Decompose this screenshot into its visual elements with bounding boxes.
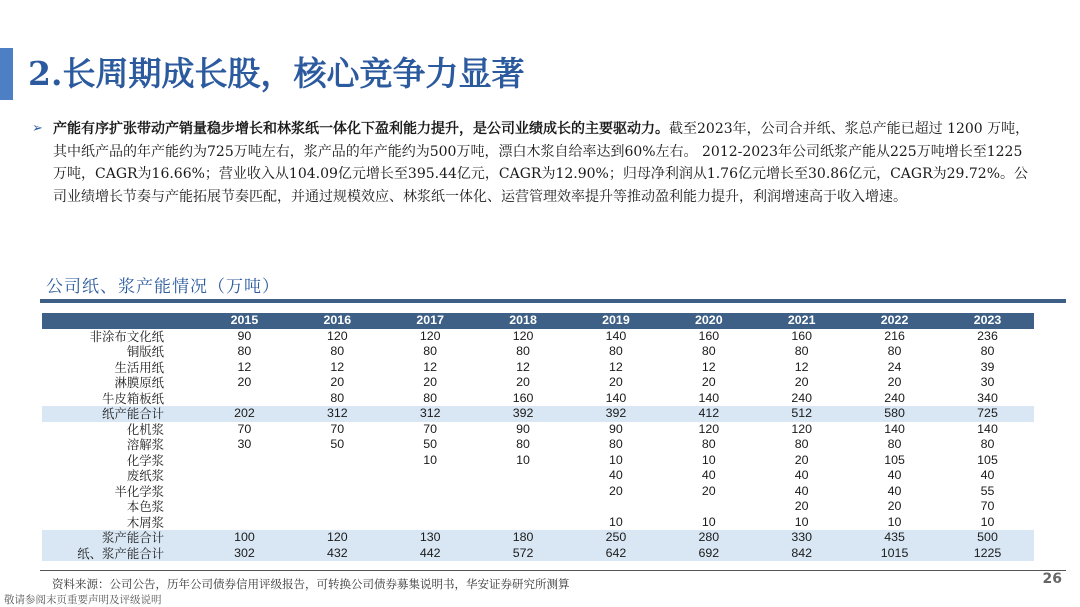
table-cell: 692 xyxy=(662,546,755,562)
table-cell: 302 xyxy=(198,546,291,562)
bullet-paragraph xyxy=(32,118,1033,208)
table-row xyxy=(42,329,1034,345)
table-cell: 120 xyxy=(326,328,348,343)
table-cell: 20 xyxy=(794,375,809,389)
header-year: 2018 xyxy=(477,313,570,329)
table-cell xyxy=(198,468,291,484)
table-row xyxy=(42,422,1034,438)
table-cell: 340 xyxy=(977,390,998,405)
header-year: 2021 xyxy=(755,313,848,329)
header-blank xyxy=(42,313,198,329)
table-cell: 240 xyxy=(884,390,905,405)
table-cell: 240 xyxy=(791,390,813,405)
table-cell: 12 xyxy=(423,359,438,374)
table-cell: 842 xyxy=(755,546,848,562)
table-row xyxy=(42,546,1034,562)
header-year: 2016 xyxy=(291,313,384,329)
bullet-arrow-icon: ➢ xyxy=(32,121,43,136)
table-cell: 160 xyxy=(791,328,813,343)
table-cell: 40 xyxy=(794,483,809,498)
header-year: 2019 xyxy=(570,313,663,329)
table-cell xyxy=(384,484,477,500)
table-cell: 432 xyxy=(291,546,384,562)
table-row xyxy=(42,499,1034,515)
table-cell: 80 xyxy=(794,344,809,358)
table-cell: 10 xyxy=(980,514,995,529)
table-cell: 90 xyxy=(237,328,252,343)
bullet-bold-lead: 产能有序扩张带动产销量稳步增长和林浆纸一体化下盈利能力提升，是公司业绩成长的主要驱动力。 xyxy=(53,121,669,137)
table-cell: 20 xyxy=(701,483,716,498)
table-cell: 80 xyxy=(237,344,252,358)
row-label: 纸产能合计 xyxy=(42,406,198,422)
table-cell xyxy=(198,453,291,469)
row-label: 化机浆 xyxy=(126,421,164,437)
row-label: 废纸浆 xyxy=(126,468,164,483)
row-label: 溶解浆 xyxy=(126,437,164,452)
table-cell: 70 xyxy=(330,421,345,436)
table-cell: 330 xyxy=(755,530,848,546)
table-cell: 10 xyxy=(516,452,530,467)
table-cell: 140 xyxy=(605,390,627,405)
header-year: 2017 xyxy=(384,313,477,329)
table-cell: 120 xyxy=(698,421,720,436)
table-cell: 80 xyxy=(516,344,530,358)
table-cell: 39 xyxy=(980,359,995,374)
table-cell: 160 xyxy=(512,390,534,405)
table-cell xyxy=(198,484,291,500)
table-cell: 40 xyxy=(887,483,902,498)
table-cell: 10 xyxy=(423,452,438,467)
row-label: 淋膜原纸 xyxy=(114,375,164,390)
table-row xyxy=(42,484,1034,500)
table-cell: 312 xyxy=(384,406,477,422)
row-label: 木屑浆 xyxy=(126,514,164,530)
table-cell: 20 xyxy=(609,483,623,498)
disclaimer-note: 敬请参阅末页重要声明及评级说明 xyxy=(4,594,162,606)
table-row xyxy=(42,344,1034,360)
table-cell: 160 xyxy=(698,328,720,343)
row-label: 化学浆 xyxy=(126,452,164,468)
table-cell: 30 xyxy=(980,375,995,389)
source-note: 资料来源：公司公告，历年公司债券信用评级报告，可转换公司债券募集说明书，华安证券研究所测算 xyxy=(52,577,570,591)
table-cell xyxy=(198,391,291,407)
table-cell xyxy=(477,484,570,500)
table-row xyxy=(42,360,1034,376)
table-body xyxy=(42,329,1034,562)
table-cell: 80 xyxy=(980,437,995,451)
table-cell xyxy=(477,515,570,531)
row-label: 纸、浆产能合计 xyxy=(42,546,198,562)
table-cell: 80 xyxy=(330,344,345,358)
table-cell: 30 xyxy=(237,437,252,451)
table-cell: 80 xyxy=(980,344,995,358)
table-cell: 20 xyxy=(887,375,902,389)
table-cell: 642 xyxy=(570,546,663,562)
table-cell: 100 xyxy=(198,530,291,546)
row-label: 铜版纸 xyxy=(126,344,164,359)
table-cell: 20 xyxy=(701,375,716,389)
table-cell: 10 xyxy=(887,514,902,529)
table-cell xyxy=(198,499,291,515)
table-cell: 12 xyxy=(516,359,530,374)
table-cell: 120 xyxy=(791,421,813,436)
table-cell: 20 xyxy=(794,499,809,513)
table-cell xyxy=(570,499,663,515)
table-title: 公司纸、浆产能情况（万吨） xyxy=(46,277,280,297)
table-cell: 55 xyxy=(980,483,995,498)
table-cell: 120 xyxy=(291,530,384,546)
table-row xyxy=(42,515,1034,531)
table-cell: 80 xyxy=(609,344,623,358)
table-cell: 725 xyxy=(941,406,1034,422)
table-cell: 435 xyxy=(848,530,941,546)
table-cell: 392 xyxy=(570,406,663,422)
table-cell: 10 xyxy=(701,452,716,467)
table-cell: 120 xyxy=(512,328,534,343)
table-cell: 10 xyxy=(609,514,623,529)
capacity-table xyxy=(42,313,1034,561)
table-cell: 120 xyxy=(419,328,441,343)
title-accent-bar xyxy=(0,48,13,100)
table-cell: 500 xyxy=(941,530,1034,546)
table-cell xyxy=(477,468,570,484)
table-cell: 80 xyxy=(330,390,345,405)
table-cell: 12 xyxy=(794,359,809,374)
table-cell xyxy=(291,453,384,469)
table-cell xyxy=(198,515,291,531)
page-title: 2.长周期成长股，核心竞争力显著 xyxy=(28,54,525,93)
table-cell: 70 xyxy=(423,421,438,436)
table-cell: 12 xyxy=(609,359,623,374)
table-cell: 20 xyxy=(237,375,252,389)
table-cell: 512 xyxy=(755,406,848,422)
header-year: 2023 xyxy=(941,313,1034,329)
row-label: 牛皮箱板纸 xyxy=(102,390,164,406)
table-cell: 130 xyxy=(384,530,477,546)
table-cell: 10 xyxy=(701,514,716,529)
table-cell: 50 xyxy=(330,437,345,451)
footer-rule xyxy=(40,570,1066,571)
table-cell: 70 xyxy=(237,421,252,436)
header-year: 2022 xyxy=(848,313,941,329)
header-year: 2015 xyxy=(198,313,291,329)
table-cell: 20 xyxy=(330,375,345,389)
table-cell: 80 xyxy=(701,437,716,451)
table-cell: 250 xyxy=(570,530,663,546)
table-cell: 80 xyxy=(887,437,902,451)
table-header-row xyxy=(42,313,1034,329)
table-cell: 105 xyxy=(884,452,905,467)
table-cell: 24 xyxy=(887,359,902,374)
table-cell: 236 xyxy=(977,328,998,343)
table-cell: 20 xyxy=(516,375,530,389)
table-cell: 80 xyxy=(701,344,716,358)
table-cell xyxy=(384,468,477,484)
table-cell: 280 xyxy=(662,530,755,546)
table-cell: 90 xyxy=(516,421,530,436)
table-cell xyxy=(291,499,384,515)
table-cell: 80 xyxy=(423,344,438,358)
table-cell: 572 xyxy=(477,546,570,562)
table-cell xyxy=(384,499,477,515)
table-cell: 1225 xyxy=(941,546,1034,562)
page-number: 26 xyxy=(1042,571,1062,587)
table-cell: 216 xyxy=(884,328,905,343)
table-cell: 80 xyxy=(609,437,623,451)
row-label: 本色浆 xyxy=(126,499,164,514)
table-cell: 412 xyxy=(662,406,755,422)
table-cell: 140 xyxy=(605,328,627,343)
table-cell: 80 xyxy=(887,344,902,358)
table-cell xyxy=(291,484,384,500)
table-row xyxy=(42,406,1034,422)
table-row xyxy=(42,453,1034,469)
table-cell: 40 xyxy=(887,468,902,482)
table-cell: 40 xyxy=(980,468,995,482)
table-cell: 80 xyxy=(516,437,530,451)
row-label: 半化学浆 xyxy=(114,483,164,499)
table-row xyxy=(42,437,1034,453)
table-cell: 80 xyxy=(794,437,809,451)
table-cell: 105 xyxy=(977,452,998,467)
row-label: 浆产能合计 xyxy=(42,530,198,546)
table-cell: 20 xyxy=(887,499,902,513)
table-cell: 20 xyxy=(423,375,438,389)
header-year: 2020 xyxy=(662,313,755,329)
table-row xyxy=(42,375,1034,391)
table-row xyxy=(42,391,1034,407)
table-cell: 12 xyxy=(237,359,252,374)
table-cell: 40 xyxy=(794,468,809,482)
table-top-rule xyxy=(40,299,1066,303)
table-cell: 20 xyxy=(609,375,623,389)
table-cell: 40 xyxy=(609,468,623,482)
table-cell xyxy=(662,499,755,515)
table-cell: 80 xyxy=(423,390,438,405)
table-cell: 312 xyxy=(291,406,384,422)
table-cell: 1015 xyxy=(848,546,941,562)
table-cell: 140 xyxy=(977,421,998,436)
table-cell xyxy=(384,515,477,531)
table-row xyxy=(42,530,1034,546)
table-cell: 90 xyxy=(609,421,623,436)
bullet-body-text: 截至2023年，公司合并纸、浆总产能已超过 1200 万吨，其中纸产品的年产能约为725万吨左右，浆产品的年产能约为500万吨，漂白木浆自给率达到60%左右。 2012-2023年公司纸浆产能从225万吨增长至1225万吨，CAGR为16.66%；营业收入从104.09亿元增长至395.44亿元，CAGR为12.90%；归母净利润从1.76亿元增长至30.86亿元，CAGR为29.72%。公司业绩增长节奏与产能拓展节奏匹配，并通过规模效应、林浆纸一体化、运营管理效率提升等推动盈利能力提升，利润增速高于收入增速。 xyxy=(53,121,1030,205)
table-row xyxy=(42,468,1034,484)
row-label: 生活用纸 xyxy=(114,359,164,375)
table-cell xyxy=(477,499,570,515)
table-cell: 40 xyxy=(701,468,716,482)
table-cell: 140 xyxy=(884,421,905,436)
table-cell: 442 xyxy=(384,546,477,562)
table-cell: 50 xyxy=(423,437,438,451)
table-cell: 12 xyxy=(701,359,716,374)
table-cell xyxy=(291,515,384,531)
table-cell: 12 xyxy=(330,359,345,374)
table-cell: 10 xyxy=(794,514,809,529)
table-cell: 392 xyxy=(477,406,570,422)
table-cell: 180 xyxy=(477,530,570,546)
row-label: 非涂布文化纸 xyxy=(89,328,164,344)
table-cell: 20 xyxy=(794,452,809,467)
table-cell: 202 xyxy=(198,406,291,422)
table-cell: 10 xyxy=(609,452,623,467)
table-cell: 140 xyxy=(698,390,720,405)
table-cell: 580 xyxy=(848,406,941,422)
table-cell: 70 xyxy=(980,499,995,513)
table-cell xyxy=(291,468,384,484)
